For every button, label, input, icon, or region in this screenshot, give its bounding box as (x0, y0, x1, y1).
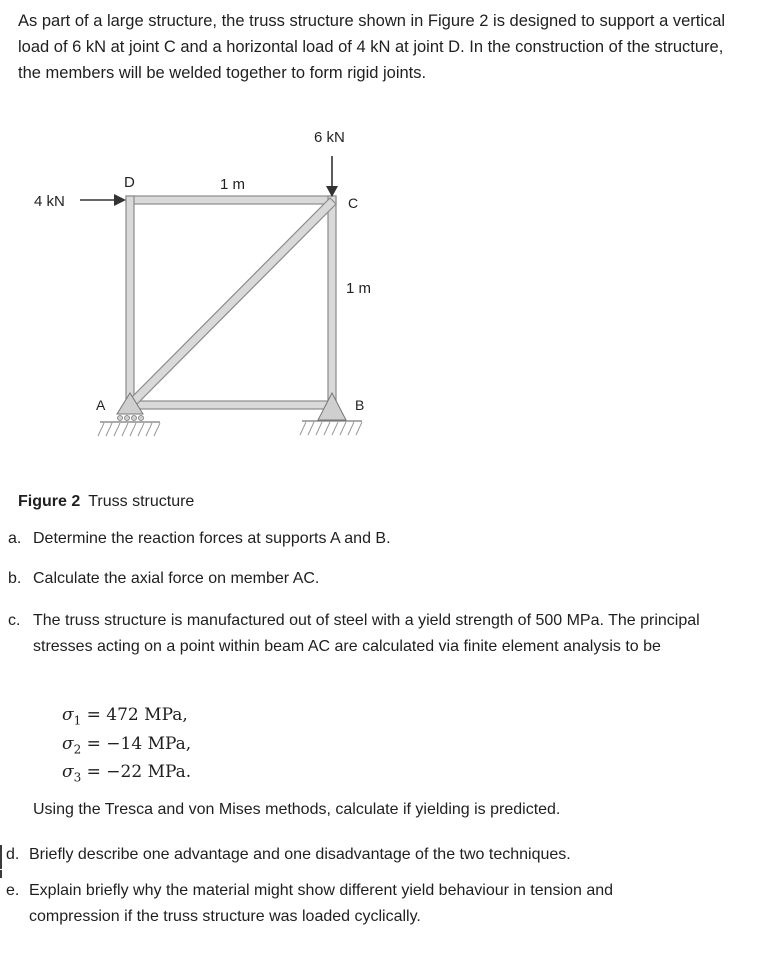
question-a-text: Determine the reaction forces at supports A and B. (33, 530, 391, 547)
load-c-label: 6 kN (314, 129, 345, 146)
sigma-symbol-2: σ (62, 734, 74, 754)
member-ac (127, 198, 336, 408)
question-e-marker (0, 870, 2, 878)
sigma-sub-3: 3 (73, 770, 82, 785)
sigma-symbol-3: σ (62, 762, 74, 782)
caption-label: Figure 2 (18, 493, 81, 510)
joint-d-label: D (124, 174, 135, 191)
stress-line-1 (62, 705, 188, 727)
load-d-label: 4 kN (34, 193, 65, 210)
truss-figure (0, 110, 757, 470)
joint-c-label: C (348, 195, 359, 211)
intro-paragraph: As part of a large structure, the truss structure shown in Figure 2 is designed to support a vertical load of 6 kN at joint C and a horizontal load of 4 kN at joint D. In the construction of the structure, the members will be welded together to form rigid joints. (18, 12, 726, 82)
sigma-value-2: = −14 MPa, (86, 734, 192, 754)
question-e-text: Explain briefly why the material might show different yield behaviour in tension and compression if the truss structure was loaded cyclically. (29, 882, 614, 925)
member-ab (126, 401, 336, 409)
question-a-label: a. (8, 530, 22, 547)
support-b (300, 393, 365, 435)
member-cb (328, 196, 336, 409)
sigma-value-3: = −22 MPa. (86, 762, 192, 782)
question-e-label: e. (6, 882, 20, 899)
figure-caption (18, 493, 194, 511)
joint-b-label: B (355, 397, 365, 413)
sigma-sub-1: 1 (73, 713, 82, 728)
stress-line-3 (62, 762, 191, 784)
support-a (98, 393, 160, 436)
question-c-label: c. (8, 612, 21, 629)
sigma-symbol-1: σ (62, 705, 74, 725)
question-d-text: Briefly describe one advantage and one disadvantage of the two techniques. (29, 846, 571, 863)
question-d-label: d. (6, 846, 20, 863)
sigma-sub-2: 2 (73, 742, 82, 757)
question-d-marker (0, 845, 2, 869)
question-b-text: Calculate the axial force on member AC. (33, 570, 320, 587)
question-c (8, 608, 748, 688)
question-c-text: The truss structure is manufactured out of steel with a yield strength of 500 MPa. The principal stresses acting on a point within beam AC are calculated via finite element analysis to be (33, 612, 700, 655)
load-arrow-c (326, 156, 338, 197)
member-dc (126, 196, 336, 204)
question-e (6, 878, 751, 932)
question-c-followup (33, 797, 743, 823)
load-arrow-d (80, 194, 126, 206)
question-c-followup-text: Using the Tresca and von Mises methods, calculate if yielding is predicted. (33, 801, 561, 818)
dimension-top-label: 1 m (220, 176, 246, 193)
dimension-right-label: 1 m (346, 280, 372, 297)
stress-line-2 (62, 734, 191, 756)
caption-title: Truss structure (88, 493, 195, 510)
joint-a-label: A (96, 397, 106, 413)
question-b-label: b. (8, 570, 22, 587)
truss-members (126, 196, 336, 409)
member-ad (126, 196, 134, 409)
sigma-value-1: = 472 MPa, (86, 705, 188, 725)
